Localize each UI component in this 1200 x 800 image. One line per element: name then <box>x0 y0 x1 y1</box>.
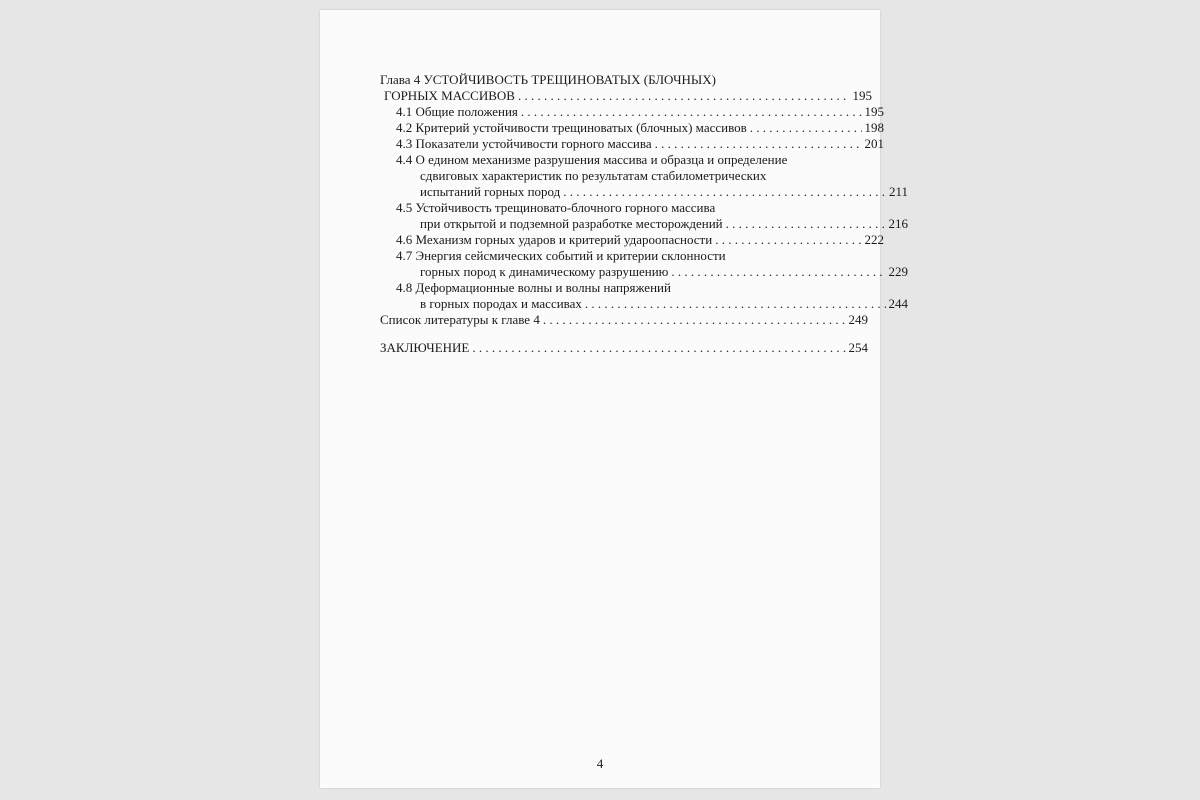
chapter-title-entry <box>380 88 872 104</box>
toc-entry-page: 254 <box>848 340 868 355</box>
chapter-page: 195 <box>852 88 872 103</box>
toc-entry-4-3 <box>380 136 884 152</box>
toc-entry-4-5 <box>380 216 908 232</box>
toc-entry-page: 244 <box>888 296 908 311</box>
toc-entry-conclusion <box>380 340 868 356</box>
toc-entry-title: при открытой и подземной разработке месторождений <box>420 216 723 231</box>
leader-dots <box>585 296 886 312</box>
table-of-contents <box>380 72 908 356</box>
toc-entry-4-4-line-2: сдвиговых характеристик по результатам стабилометрических <box>420 168 767 183</box>
toc-entry-4-4 <box>380 184 908 200</box>
toc-entry-references <box>380 312 868 328</box>
toc-entry-title: 4.1 Общие положения <box>396 104 518 119</box>
toc-entry-title: Список литературы к главе 4 <box>380 312 540 327</box>
toc-entry-page: 211 <box>888 184 908 199</box>
chapter-title-continuation: ГОРНЫХ МАССИВОВ <box>384 88 515 103</box>
toc-entry-4-2 <box>380 120 884 136</box>
spacer <box>380 328 868 340</box>
leader-dots <box>655 136 862 152</box>
toc-entry-page: 229 <box>888 264 908 279</box>
toc-entry-4-8 <box>380 296 908 312</box>
toc-entry-page: 198 <box>864 120 884 135</box>
toc-entry-page: 222 <box>864 232 884 247</box>
toc-entry-page: 249 <box>848 312 868 327</box>
toc-entry-4-7 <box>380 264 908 280</box>
toc-entry-title: ЗАКЛЮЧЕНИЕ <box>380 340 470 355</box>
toc-entry-title: испытаний горных пород <box>420 184 561 199</box>
leader-dots <box>750 120 862 136</box>
leader-dots <box>726 216 886 232</box>
toc-entry-title: 4.3 Показатели устойчивости горного массива <box>396 136 652 151</box>
leader-dots <box>518 88 850 104</box>
toc-entry-4-6 <box>380 232 884 248</box>
toc-entry-4-7-line-1: 4.7 Энергия сейсмических событий и критерии склонности <box>396 248 726 263</box>
toc-entry-4-8-line-1: 4.8 Деформационные волны и волны напряжений <box>396 280 671 295</box>
page-number: 4 <box>596 756 604 771</box>
toc-entry-title: в горных породах и массивах <box>420 296 582 311</box>
leader-dots <box>671 264 885 280</box>
leader-dots <box>521 104 862 120</box>
leader-dots <box>563 184 886 200</box>
toc-entry-4-4-line-1: 4.4 О едином механизме разрушения массива и образца и определение <box>396 152 788 167</box>
document-page <box>320 10 908 788</box>
toc-entry-page: 216 <box>888 216 908 231</box>
leader-dots <box>543 312 846 328</box>
toc-entry-4-5-line-1: 4.5 Устойчивость трещиновато-блочного горного массива <box>396 200 716 215</box>
leader-dots <box>715 232 861 248</box>
toc-entry-4-1 <box>380 104 884 120</box>
chapter-title: Глава 4 УСТОЙЧИВОСТЬ ТРЕЩИНОВАТЫХ (БЛОЧНЫХ) <box>380 72 716 87</box>
leader-dots <box>472 340 845 356</box>
toc-entry-page: 201 <box>864 136 884 151</box>
toc-entry-title: 4.2 Критерий устойчивости трещиноватых (блочных) массивов <box>396 120 747 135</box>
toc-entry-page: 195 <box>864 104 884 119</box>
toc-entry-title: горных пород к динамическому разрушению <box>420 264 669 279</box>
toc-entry-title: 4.6 Механизм горных ударов и критерий удароопасности <box>396 232 713 247</box>
